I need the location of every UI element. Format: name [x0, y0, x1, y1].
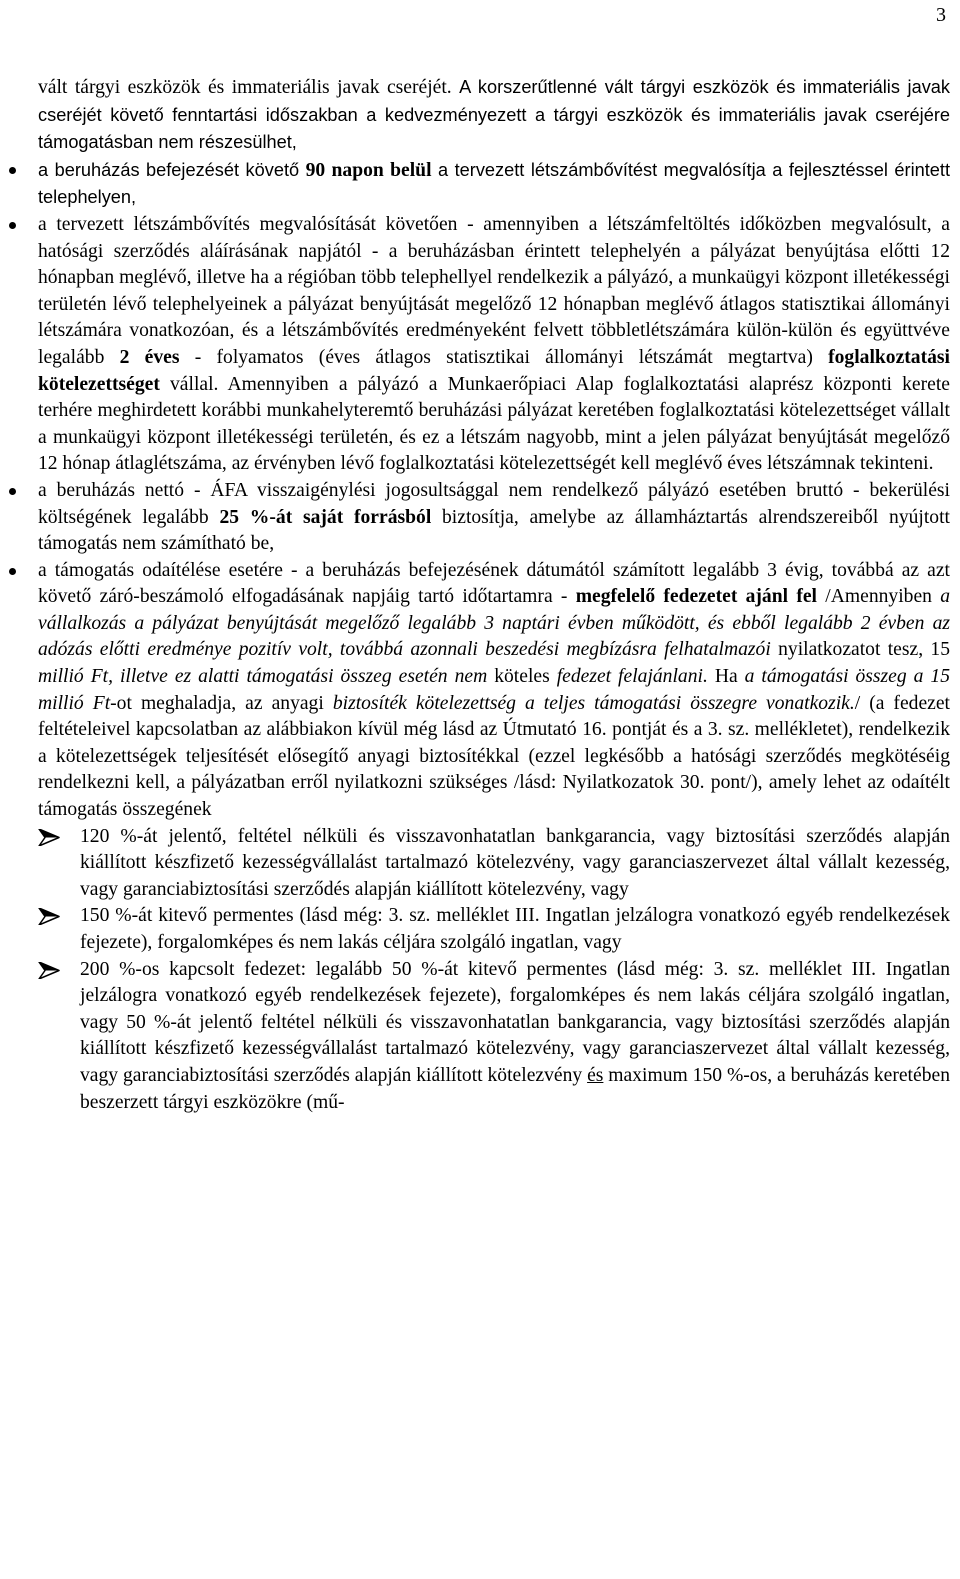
text-segment: 120 %-át jelentő, feltétel nélküli és visszavonhatatlan bankgarancia, vagy biztosítási szerződés alapján kiállított készfizető kezességvállalást tartalmazó kötelezvény, vagy garanciaszervezet által vállalt kezesség, vagy garanciabiztosítási szerződés alapján kiállított kötelezvény, vagy [80, 825, 950, 900]
italic-segment: a vállalkozás a pályázat benyújtását megelőző legalább 3 naptári évben működött, és ebből legalább 2 évben az adózás előtti eredménye pozitív volt, továbbá azonnali beszedési megbízásra felhatalmazói [38, 586, 951, 661]
intro-text-sans: A korszerűtlenné vált tárgyi eszközök és immateriális javak cseréjét követő fenntartási időszakban a kedvezményezett a tárgyi eszközök és immateriális javak cseréjére támogatásban nem részesülhet, [38, 77, 950, 153]
italic-segment: a támogatási összeg a 15 millió Ft [38, 666, 950, 714]
text-segment: a támogatás odaítélése esetére - a beruházás befejezésének dátumától számított legalább 3 évig, továbbá az azt követő záró-beszámoló elfogadásának napjáig tartó időtartamra - [38, 559, 950, 608]
page-number: 3 [936, 4, 946, 26]
text-segment: 200 %-os kapcsolt fedezet: legalább 50 %-át kitevő permentes (lásd még: 3. sz. melléklet III. Ingatlan jelzálogra vonatkozó egyéb rendelkezések fejezete), forgalomképes és nem lakás céljára szolgáló ingatlan, vagy 50 %-át jelentő feltétel nélküli és visszavonhatatlan bankgarancia, vagy biztosítási szerződés alapján kiállított készfizető kezességvállalást tartalmazó kötelezvény, vagy garanciaszervezet által vállalt kezesség, vagy garanciabiztosítási szerződés alapján kiállított kötelezvény [80, 958, 950, 1086]
bold-segment: foglalkoztatási kötelezettséget [38, 346, 950, 395]
requirement-item-headcount-deadline [38, 157, 950, 212]
text-segment: Ha [707, 666, 745, 688]
requirement-item-employment-obligation [38, 212, 950, 478]
intro-text-serif: vált tárgyi eszközök és immateriális javak cseréjét. [38, 77, 460, 98]
bullet-icon [9, 167, 16, 174]
requirement-item-collateral [38, 558, 950, 824]
collateral-option-120 [80, 824, 950, 904]
text-segment: a beruházás nettó - ÁFA visszaigénylési jogosultsággal nem rendelkező pályázó esetében bruttó - bekerülési költségének legalább [38, 479, 950, 528]
arrow-bullet-icon [38, 962, 60, 979]
document-body [38, 74, 950, 1116]
italic-segment: fedezet felajánlani. [556, 666, 708, 688]
collateral-options-list [38, 824, 950, 1117]
text-segment: -ot meghaladja, az anyagi [110, 692, 333, 714]
intro-paragraph [38, 74, 950, 157]
bullet-icon [9, 568, 16, 575]
text-segment: a beruházás befejezését követő [38, 159, 306, 180]
collateral-option-200 [80, 957, 950, 1117]
requirement-item-own-resources [38, 478, 950, 558]
bullet-icon [9, 488, 16, 495]
text-segment: nyilatkozatot tesz, 15 [770, 639, 950, 661]
italic-segment: millió Ft, illetve ez alatti támogatási összeg esetén nem [38, 666, 488, 688]
text-segment: /Amennyiben [817, 586, 941, 608]
text-segment: a tervezett létszámbővítés megvalósítását követően - amennyiben a létszámfeltöltés időközben megvalósult, a hatósági szerződés aláírásának napjától - a beruházásban érintett telephelyén a pályázat benyújtása előtti 12 hónapban meglévő, illetve ha a régióban több telephellyel rendelkezik a pályázó, a munkaügyi központ illetékességi területén lévő telephelyeinek a pályázat benyújtását megelőző 12 hónapban meglévő átlagos statisztikai állományi létszámára vonatkozóan, és a létszámbővítés eredményeként felvett többletlétszámára külön-külön és együttvéve legalább [38, 213, 950, 368]
text-segment: köteles [487, 666, 557, 688]
bold-segment: 25 %-át saját forrásból [219, 506, 432, 528]
arrow-bullet-icon [38, 908, 60, 925]
collateral-option-150 [80, 903, 950, 956]
bold-segment: 2 éves [119, 346, 180, 368]
text-segment: - folyamatos (éves átlagos statisztikai állományi létszámát megtartva) [179, 346, 829, 368]
bold-segment: 90 napon belül [305, 159, 432, 181]
text-segment: a tervezett létszámbővítést megvalósítja a fejlesztéssel érintett telephelyen, [38, 159, 950, 208]
bullet-icon [9, 222, 16, 229]
underlined-segment: és [587, 1064, 604, 1086]
text-segment: / (a fedezet feltételeivel kapcsolatban az alábbiakon kívül még lásd az Útmutató 16. pontját és a 3. sz. mellékletet), rendelkezik a kötelezettségek teljesítését elősegítő anyagi biztosítékkal (ezzel legkésőbb a hatósági szerződés megkötéséig rendelkezni kell, a pályázatban erről nyilatkozni szükséges /lásd: Nyilatkozatok 30. pont/), amely lehet az odaítélt támogatás összegének [38, 692, 950, 821]
text-segment: vállal. Amennyiben a pályázó a Munkaerőpiaci Alap foglalkoztatási alaprész központi kerete terhére meghirdetett korábbi munkahelyteremtő beruházási pályázat keretében foglalkoztatási kötelezettséget vállalt a munkaügyi központ illetékességi területén, és ez a létszám nagyobb, mint a jelen pályázat benyújtását megelőző 12 hónap átlaglétszáma, az érvényben lévő foglalkoztatási kötelezettségét kell meglévő éves létszámnak tekinteni. [38, 373, 950, 475]
requirements-list [38, 157, 950, 824]
text-segment: maximum 150 %-os, a beruházás keretében beszerzett tárgyi eszközökre (mű- [80, 1064, 950, 1113]
bold-segment: megfelelő fedezetet ajánl fel [575, 586, 818, 608]
text-segment: biztosítja, amelybe az államháztartás alrendszereiből nyújtott támogatás nem számítható be, [38, 506, 950, 555]
italic-segment: biztosíték kötelezettség a teljes támogatási összegre vonatkozik. [332, 692, 855, 714]
text-segment: 150 %-át kitevő permentes (lásd még: 3. sz. melléklet III. Ingatlan jelzálogra vonatkozó egyéb rendelkezések fejezete), forgalomképes és nem lakás céljára szolgáló ingatlan, vagy [80, 905, 950, 953]
arrow-bullet-icon [38, 829, 60, 846]
